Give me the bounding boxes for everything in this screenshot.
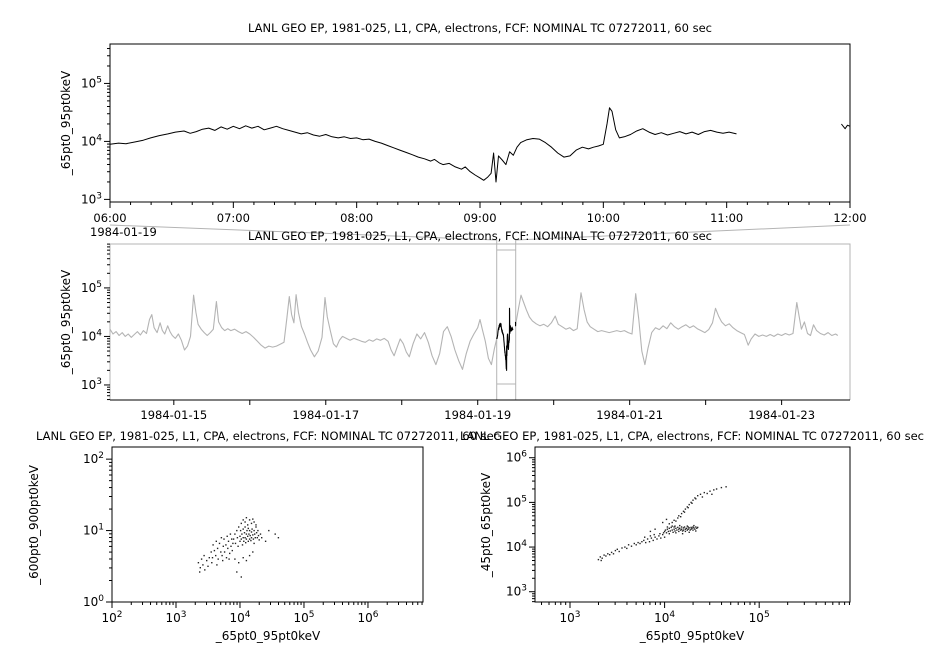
scatter-point (662, 522, 663, 523)
scatter-point (672, 529, 673, 530)
scatter-point (725, 486, 726, 487)
scatter-right-frame[interactable] (535, 447, 850, 602)
scatter-point (243, 519, 244, 520)
scatter-point (203, 555, 204, 556)
scatter-point (278, 537, 279, 538)
context-y-axis-label: _65pt0_95pt0keV (59, 269, 73, 375)
scatter-point (607, 553, 608, 554)
scatter-point (667, 526, 668, 527)
x-tick-label: 10:00 (586, 211, 620, 225)
scatter-point (695, 498, 696, 499)
scatter-point (636, 544, 637, 545)
scatter-point (694, 529, 695, 530)
log-tick-label: $10^3$ (505, 583, 527, 599)
scatter-point (216, 541, 217, 542)
scatter-point (600, 556, 601, 557)
scatter-left-content (83, 451, 422, 625)
scatter-point (244, 521, 245, 522)
scatter-point (244, 526, 245, 527)
scatter-point (631, 546, 632, 547)
context-data-line (516, 293, 838, 365)
scatter-point (707, 493, 708, 494)
scatter-point (693, 527, 694, 528)
scatter-point (204, 569, 205, 570)
scatter-point (695, 530, 696, 531)
scatter-point (212, 544, 213, 545)
top-plot-title: LANL GEO EP, 1981-025, L1, CPA, electrons, FCF: NOMINAL TC 07272011, 60 sec (248, 21, 712, 35)
scatter-point (669, 528, 670, 529)
x-tick-label: 12:00 (833, 211, 867, 225)
scatter-point (691, 503, 692, 504)
scatter-point (232, 543, 233, 544)
scatter-point (677, 517, 678, 518)
scatter-point (212, 557, 213, 558)
scatter-point (245, 542, 246, 543)
scatter-point (237, 537, 238, 538)
scatter-point (660, 537, 661, 538)
scatter-point (668, 531, 669, 532)
x-tick-label: 11:00 (710, 211, 744, 225)
log-tick-label: $10^5$ (293, 610, 315, 625)
x-tick-label: 1984-01-21 (596, 408, 664, 422)
scatter-point (223, 538, 224, 539)
scatter-point (199, 571, 200, 572)
log-tick-label: $10^5$ (505, 494, 527, 510)
log-tick-label: $10^2$ (82, 451, 104, 467)
scatter-point (225, 544, 226, 545)
scatter-point (198, 562, 199, 563)
scatter-point (664, 537, 665, 538)
x-tick-label: 1984-01-15 (140, 408, 208, 422)
scatter-point (692, 529, 693, 530)
scatter-point (247, 524, 248, 525)
scatter-point (680, 516, 681, 517)
scatter-point (250, 540, 251, 541)
scatter-point (716, 488, 717, 489)
scatter-point (240, 530, 241, 531)
scatter-point (209, 557, 210, 558)
scatter-right-panel (460, 429, 924, 643)
scatter-point (211, 562, 212, 563)
scatter-point (639, 543, 640, 544)
scatter-point (675, 532, 676, 533)
scatter-left-y-axis-label: _600pt0_900pt0keV (27, 465, 41, 585)
scatter-point (238, 562, 239, 563)
scatter-point (695, 526, 696, 527)
scatter-point (246, 560, 247, 561)
scatter-point (254, 533, 255, 534)
log-tick-label: $10^6$ (505, 449, 527, 465)
scatter-point (243, 528, 244, 529)
scatter-point (248, 533, 249, 534)
scatter-point (243, 537, 244, 538)
scatter-point (697, 527, 698, 528)
scatter-point (217, 548, 218, 549)
scatter-point (658, 535, 659, 536)
scatter-point (665, 529, 666, 530)
scatter-point (602, 558, 603, 559)
scatter-point (679, 525, 680, 526)
context-overview-connectors (110, 225, 850, 400)
log-tick-label: $10^2$ (101, 610, 123, 625)
scatter-point (634, 543, 635, 544)
scatter-point (683, 529, 684, 530)
scatter-point (671, 527, 672, 528)
log-tick-label: $10^4$ (80, 133, 102, 149)
scatter-point (605, 555, 606, 556)
scatter-point (222, 560, 223, 561)
top-plot-content (81, 49, 867, 225)
scatter-point (619, 551, 620, 552)
scatter-point (241, 576, 242, 577)
scatter-point (228, 541, 229, 542)
scatter-point (659, 533, 660, 534)
scatter-point (249, 530, 250, 531)
scatter-point (238, 526, 239, 527)
log-tick-label: $10^4$ (229, 610, 251, 625)
scatter-point (233, 538, 234, 539)
scatter-points (198, 517, 279, 578)
scatter-points (598, 486, 727, 561)
scatter-point (246, 538, 247, 539)
scatter-point (700, 494, 701, 495)
log-tick-label: $10^3$ (80, 376, 102, 392)
scatter-point (721, 487, 722, 488)
scatter-point (685, 531, 686, 532)
scatter-point (685, 508, 686, 509)
scatter-point (670, 530, 671, 531)
scatter-point (624, 546, 625, 547)
scatter-point (688, 529, 689, 530)
scatter-point (676, 529, 677, 530)
scatter-point (689, 527, 690, 528)
scatter-point (214, 550, 215, 551)
scatter-point (654, 537, 655, 538)
scatter-point (669, 533, 670, 534)
scatter-point (645, 542, 646, 543)
scatter-point (243, 541, 244, 542)
scatter-point (684, 512, 685, 513)
scatter-point (675, 520, 676, 521)
log-tick-label: $10^4$ (654, 610, 676, 625)
scatter-point (615, 550, 616, 551)
scatter-point (654, 529, 655, 530)
scatter-point (674, 525, 675, 526)
context-plot-frame[interactable] (110, 244, 850, 400)
scatter-point (239, 541, 240, 542)
scatter-point (219, 543, 220, 544)
x-tick-label: 1984-01-17 (292, 408, 360, 422)
scatter-point (681, 526, 682, 527)
scatter-point (603, 554, 604, 555)
x-tick-label: 1984-01-23 (748, 408, 816, 422)
scatter-point (678, 531, 679, 532)
scatter-point (252, 551, 253, 552)
scatter-point (669, 523, 670, 524)
scatter-point (228, 558, 229, 559)
top-x-axis-date-label: 1984-01-19 (90, 225, 157, 239)
scatter-point (260, 533, 261, 534)
scatter-right-y-axis-label: _45pt0_65pt0keV (479, 472, 493, 578)
context-timeseries-panel (59, 229, 850, 422)
scatter-point (672, 525, 673, 526)
scatter-point (206, 560, 207, 561)
scatter-point (681, 529, 682, 530)
scatter-point (675, 528, 676, 529)
scatter-left-frame[interactable] (112, 447, 423, 602)
x-tick-label: 07:00 (216, 211, 250, 225)
scatter-point (237, 546, 238, 547)
scatter-point (253, 530, 254, 531)
log-tick-label: $10^6$ (357, 610, 379, 625)
scatter-point (666, 519, 667, 520)
scatter-point (229, 553, 230, 554)
scatter-point (662, 534, 663, 535)
scatter-point (651, 537, 652, 538)
scatter-point (687, 525, 688, 526)
scatter-point (689, 504, 690, 505)
scatter-point (253, 521, 254, 522)
log-tick-label: $10^4$ (505, 539, 527, 555)
log-tick-label: $10^3$ (559, 610, 581, 625)
scatter-point (674, 530, 675, 531)
context-plot-title: LANL GEO EP, 1981-025, L1, CPA, electrons, FCF: NOMINAL TC 07272011, 60 sec (248, 229, 712, 243)
scatter-point (239, 536, 240, 537)
scatter-point (598, 559, 599, 560)
scatter-right-x-axis-label: _65pt0_95pt0keV (639, 629, 745, 643)
scatter-point (611, 552, 612, 553)
log-tick-label: $10^0$ (82, 594, 104, 609)
scatter-point (200, 567, 201, 568)
scatter-point (250, 535, 251, 536)
scatter-point (268, 530, 269, 531)
scatter-point (235, 543, 236, 544)
scatter-point (709, 491, 710, 492)
top-y-axis-label: _65pt0_95pt0keV (59, 70, 73, 176)
scatter-point (255, 524, 256, 525)
scatter-point (253, 543, 254, 544)
scatter-point (234, 533, 235, 534)
scatter-point (653, 540, 654, 541)
scatter-point (663, 532, 664, 533)
scatter-point (248, 528, 249, 529)
scatter-point (679, 528, 680, 529)
scatter-point (246, 533, 247, 534)
scatter-point (247, 536, 248, 537)
scatter-point (252, 518, 253, 519)
scatter-point (693, 525, 694, 526)
scatter-point (681, 513, 682, 514)
scatter-left-title: LANL GEO EP, 1981-025, L1, CPA, electrons, FCF: NOMINAL TC 07272011, 60 sec (36, 429, 500, 443)
scatter-point (692, 500, 693, 501)
x-tick-label: 09:00 (463, 211, 497, 225)
scatter-point (689, 532, 690, 533)
scatter-right-title: LANL GEO EP, 1981-025, L1, CPA, electrons, FCF: NOMINAL TC 07272011, 60 sec (460, 429, 924, 443)
scatter-point (216, 564, 217, 565)
scatter-point (251, 528, 252, 529)
scatter-left-x-axis-label: _65pt0_95pt0keV (215, 629, 321, 643)
scatter-point (251, 523, 252, 524)
scatter-point (265, 541, 266, 542)
scatter-point (673, 520, 674, 521)
scatter-point (227, 548, 228, 549)
scatter-point (259, 539, 260, 540)
scatter-point (257, 530, 258, 531)
scatter-point (241, 523, 242, 524)
scatter-point (230, 546, 231, 547)
scatter-point (224, 551, 225, 552)
scatter-point (654, 534, 655, 535)
scatter-point (234, 558, 235, 559)
scatter-point (236, 530, 237, 531)
scatter-point (647, 538, 648, 539)
scatter-point (230, 533, 231, 534)
scatter-point (231, 538, 232, 539)
scatter-point (609, 554, 610, 555)
scatter-point (704, 492, 705, 493)
scatter-point (711, 494, 712, 495)
scatter-left-panel (27, 429, 500, 643)
scatter-point (613, 553, 614, 554)
scatter-point (223, 546, 224, 547)
scatter-point (257, 537, 258, 538)
scatter-point (251, 537, 252, 538)
scatter-point (688, 507, 689, 508)
context-plot-content (81, 244, 838, 422)
scatter-point (650, 535, 651, 536)
scatter-point (227, 536, 228, 537)
scatter-point (258, 535, 259, 536)
scatter-point (697, 495, 698, 496)
scatter-point (261, 537, 262, 538)
scatter-point (686, 528, 687, 529)
scatter-point (255, 526, 256, 527)
scatter-point (672, 522, 673, 523)
scatter-point (249, 519, 250, 520)
scatter-point (656, 538, 657, 539)
scatter-point (232, 550, 233, 551)
scatter-point (256, 532, 257, 533)
scatter-point (220, 551, 221, 552)
scatter-point (691, 528, 692, 529)
scatter-point (637, 542, 638, 543)
scatter-point (226, 557, 227, 558)
scatter-point (244, 532, 245, 533)
scatter-point (207, 566, 208, 567)
scatter-right-content (506, 450, 849, 625)
top-data-line (841, 124, 850, 129)
scatter-point (601, 560, 602, 561)
scatter-point (202, 564, 203, 565)
scatter-point (221, 537, 222, 538)
scatter-point (201, 558, 202, 559)
log-tick-label: $10^5$ (80, 75, 102, 91)
highlight-data-line (497, 308, 513, 370)
x-tick-label: 06:00 (93, 211, 127, 225)
log-tick-label: $10^3$ (165, 610, 187, 625)
scatter-point (678, 515, 679, 516)
scatter-point (677, 527, 678, 528)
log-tick-label: $10^1$ (82, 522, 104, 538)
x-tick-label: 1984-01-19 (444, 408, 512, 422)
scatter-point (684, 526, 685, 527)
scatter-point (650, 531, 651, 532)
log-tick-label: $10^5$ (748, 610, 770, 625)
scatter-point (649, 541, 650, 542)
log-tick-label: $10^4$ (80, 328, 102, 344)
scatter-point (626, 548, 627, 549)
scatter-point (252, 534, 253, 535)
top-timeseries-panel (59, 21, 867, 239)
scatter-point (218, 558, 219, 559)
scatter-point (253, 538, 254, 539)
scatter-point (682, 533, 683, 534)
log-tick-label: $10^5$ (80, 279, 102, 295)
scatter-point (672, 532, 673, 533)
scatter-point (221, 555, 222, 556)
x-tick-label: 08:00 (340, 211, 374, 225)
scatter-point (644, 537, 645, 538)
scatter-point (617, 549, 618, 550)
scatter-point (275, 533, 276, 534)
scatter-point (249, 538, 250, 539)
scatter-point (246, 530, 247, 531)
scatter-point (713, 489, 714, 490)
scatter-point (641, 541, 642, 542)
scatter-point (211, 551, 212, 552)
scatter-point (244, 537, 245, 538)
scatter-point (255, 537, 256, 538)
scatter-point (248, 541, 249, 542)
scatter-point (664, 531, 665, 532)
scatter-point (241, 538, 242, 539)
scatter-point (215, 555, 216, 556)
scatter-point (243, 557, 244, 558)
scatter-point (702, 496, 703, 497)
scatter-point (673, 529, 674, 530)
context-data-line (110, 295, 497, 370)
scatter-point (236, 571, 237, 572)
scatter-point (667, 529, 668, 530)
scatter-point (251, 531, 252, 532)
scatter-point (249, 555, 250, 556)
scatter-point (621, 547, 622, 548)
top-data-line (110, 108, 737, 182)
scatter-point (628, 544, 629, 545)
scatter-point (242, 544, 243, 545)
scatter-point (246, 517, 247, 518)
scatter-point (241, 533, 242, 534)
log-tick-label: $10^3$ (80, 191, 102, 207)
scatter-point (643, 540, 644, 541)
scatter-point (666, 532, 667, 533)
